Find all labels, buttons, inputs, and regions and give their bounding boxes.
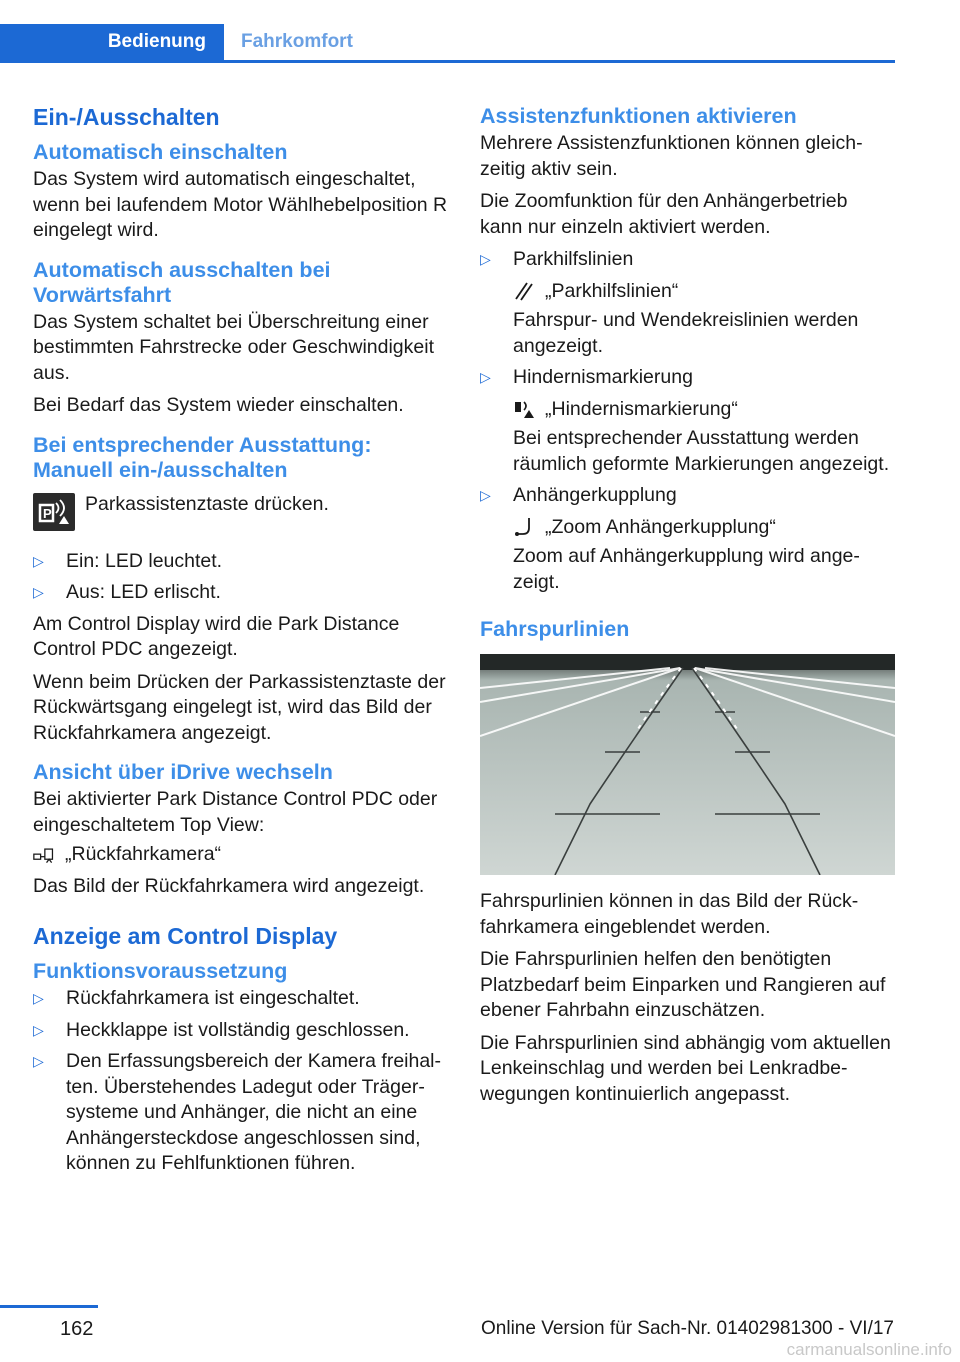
item-desc: Fahrspur- und Wendekreislinien werden angezeigt. <box>513 309 859 357</box>
heading-ein-ausschalten: Ein-/Ausschalten <box>33 104 220 130</box>
text-pdc-2: Wenn beim Drücken der Parkassistenztaste der Rückwärtsgang eingelegt ist, wird das Bild der Rückfahrkamera angezeigt. <box>33 670 446 744</box>
list-item: ▷ Heckklappe ist vollständig geschlossen. <box>33 1018 453 1044</box>
menu-parkhilfslinien: „Parkhilfslinien“ <box>545 279 679 302</box>
text-automatisch-ausschalten-2: Bei Bedarf das System wieder einschalten. <box>33 394 404 416</box>
header-rule <box>0 60 895 63</box>
text-automatisch-ausschalten-1: Das System schaltet bei Überschreitung einer bestimmten Fahrstrecke oder Geschwindigkeit aus. <box>33 310 434 384</box>
item-title: ▷ Hindernismarkierung <box>513 366 693 388</box>
menu-zoom-anhaengerkupplung: „Zoom Anhängerkupplung“ <box>545 515 776 538</box>
item-desc: Bei entsprechender Ausstattung werden räumlich geformte Markierungen angezeigt. <box>513 427 890 475</box>
menu-row <box>513 279 895 305</box>
rear-camera-icon <box>33 844 55 866</box>
online-version-text: Online Version für Sach-Nr. 01402981300 - VI/17 <box>481 1318 894 1339</box>
text-parkassist: Parkassistenztaste drücken. <box>85 492 329 515</box>
item-title: ▷ Parkhilfslinien <box>513 248 634 270</box>
menu-row <box>513 515 895 541</box>
parkhilfslinien-icon <box>513 280 535 302</box>
text-pdc-1: Am Control Display wird die Park Distance Control PDC angezeigt. <box>33 612 400 660</box>
menu-row <box>513 397 895 423</box>
menu-rueckfahrkamera: „Rückfahrkamera“ <box>65 843 222 865</box>
anhaengerkupplung-icon <box>513 516 535 538</box>
list-item: ▷ Aus: LED erlischt. <box>33 580 453 606</box>
text-automatisch-einschalten: Das System wird automatisch eingeschaltet, wenn bei laufendem Motor Wählhebelposition R eingelegt wird. <box>33 168 448 241</box>
list-item-hindernismarkierung <box>480 365 895 477</box>
item-desc: Zoom auf Anhängerkupplung wird angezeigt. <box>513 545 860 593</box>
list-led <box>33 549 453 606</box>
text-ansicht: Bei aktivierter Park Distance Control PDC oder eingeschaltetem Top View: <box>33 788 438 836</box>
text-assist-2: Die Zoomfunktion für den Anhängerbetrieb kann nur einzeln aktiviert werden. <box>480 190 848 238</box>
item-title: ▷ Anhängerkupplung <box>513 484 677 506</box>
left-column <box>33 96 453 1183</box>
menu-hindernismarkierung: „Hindernismarkierung“ <box>545 397 738 420</box>
tab-bedienung: Bedienung <box>0 24 224 60</box>
list-item: ▷ Den Erfassungsbereich der Kamera freihalten. Überstehendes Ladegut oder Trägersysteme und Anhänger, die nicht an eine Anhängersteckdose angeschlossen sind, können zu Fehlfunktionen führen. <box>33 1049 453 1177</box>
heading-assistenzfunktionen: Assistenzfunktionen aktivieren <box>480 104 797 128</box>
heading-ansicht: Ansicht über iDrive wechseln <box>33 760 333 784</box>
tab-fahrkomfort: Fahrkomfort <box>241 31 353 52</box>
heading-funktionsvoraussetzung: Funktionsvoraussetzung <box>33 959 288 983</box>
list-item: ▷ Ein: LED leuchtet. <box>33 549 453 575</box>
text-fahrspur-3: Die Fahrspurlinien sind abhängig vom aktuellen Lenkeinschlag und werden bei Lenkradbewegungen kontinuierlich angepasst. <box>480 1031 891 1105</box>
text-assist-1: Mehrere Assistenzfunktionen können gleichzeitig aktiv sein. <box>480 132 863 180</box>
right-column <box>480 96 895 1114</box>
list-assist <box>480 247 895 595</box>
text-fahrspur-2: Die Fahrspurlinien helfen den benötigten Platzbedarf beim Einparken und Rangieren auf ebener Fahrbahn einzuschätzen. <box>480 948 886 1021</box>
heading-anzeige: Anzeige am Control Display <box>33 923 338 949</box>
list-item-anhaengerkupplung <box>480 483 895 595</box>
menu-rueckfahrkamera-row <box>33 842 453 868</box>
parkassist-row <box>33 493 453 531</box>
list-funktion <box>33 986 453 1177</box>
heading-manuell: Bei entsprechender Ausstattung: Manuell ein-/ausschalten <box>33 432 372 482</box>
page-number: 162 <box>60 1318 94 1340</box>
header-tabs <box>0 24 895 60</box>
heading-fahrspurlinien: Fahrspurlinien <box>480 617 630 641</box>
list-item-parkhilfslinien <box>480 247 895 359</box>
text-fahrspur-1: Fahrspurlinien können in das Bild der Rückfahrkamera eingeblendet werden. <box>480 890 859 938</box>
hindernismarkierung-icon <box>513 398 535 420</box>
svg-text:P: P <box>43 505 52 521</box>
parkassist-button-icon <box>33 493 75 531</box>
footer-rule <box>0 1305 98 1308</box>
fahrspurlinien-camera-image <box>480 654 895 875</box>
heading-automatisch-einschalten: Automatisch einschalten <box>33 140 288 164</box>
watermark: carmanualsonline.info <box>786 1340 952 1359</box>
list-item: ▷ Rückfahrkamera ist eingeschaltet. <box>33 986 453 1012</box>
heading-automatisch-ausschalten: Automatisch ausschalten bei Vorwärtsfahrt <box>33 257 331 307</box>
text-kamera: Das Bild der Rückfahrkamera wird angezeigt. <box>33 874 425 897</box>
